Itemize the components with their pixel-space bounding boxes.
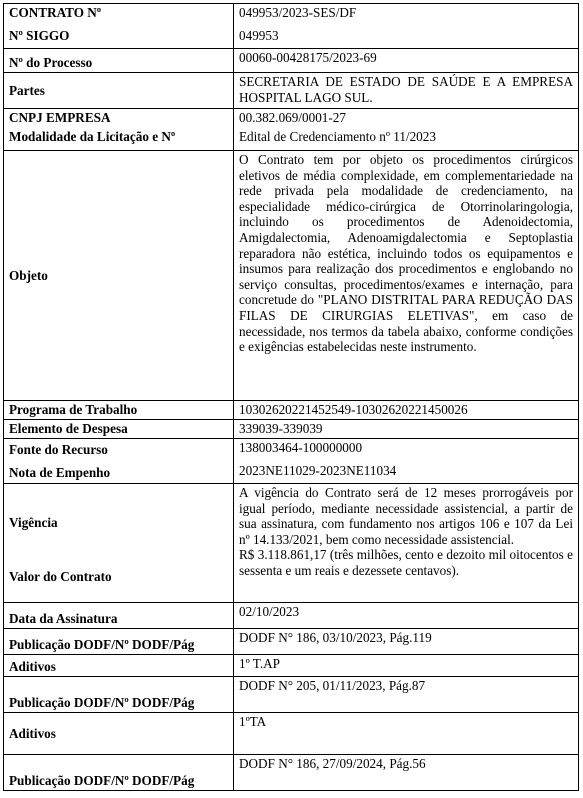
valor-label: Valor do Contrato — [9, 569, 112, 584]
value-cell — [234, 439, 579, 484]
elemento-label: Elemento de Despesa — [4, 420, 234, 439]
assinatura-label: Data da Assinatura — [4, 603, 234, 629]
publicacao1-label: Publicação DODF/Nº DODF/Pág — [4, 629, 234, 655]
label-cell — [4, 4, 234, 49]
aditivos2-label: Aditivos — [4, 713, 234, 755]
row-assinatura — [4, 603, 579, 629]
programa-value: 10302620221452549-10302620221450026 — [234, 401, 579, 420]
siggo-value: 049953 — [239, 27, 279, 43]
programa-label: Programa de Trabalho — [4, 401, 234, 420]
fonte-value: 138003464-100000000 — [239, 440, 363, 455]
row-publicacao-2 — [4, 677, 579, 713]
elemento-value: 339039-339039 — [234, 420, 579, 439]
row-contrato-siggo — [4, 4, 579, 49]
label-cell — [4, 109, 234, 151]
cnpj-label: CNPJ EMPRESA — [9, 110, 111, 125]
row-elemento — [4, 420, 579, 439]
aditivos1-value: 1º T.AP — [234, 655, 579, 677]
row-publicacao-3 — [4, 755, 579, 791]
row-vigencia-valor — [4, 484, 579, 603]
valor-value: R$ 3.118.861,17 (três milhões, cento e dezoito mil oitocentos e sessenta e um reais e dezessete centavos). — [239, 547, 573, 578]
publicacao2-label: Publicação DODF/Nº DODF/Pág — [4, 677, 234, 713]
fonte-label: Fonte do Recurso — [9, 442, 108, 457]
aditivos2-value: 1ºTA — [234, 713, 579, 755]
processo-label: Nº do Processo — [4, 49, 234, 73]
assinatura-value: 02/10/2023 — [234, 603, 579, 629]
publicacao1-value: DODF N° 186, 03/10/2023, Pág.119 — [234, 629, 579, 655]
aditivos1-label: Aditivos — [4, 655, 234, 677]
publicacao3-value: DODF N° 186, 27/09/2024, Pág.56 — [234, 755, 579, 791]
modalidade-label: Modalidade da Licitação e Nº — [9, 129, 176, 144]
value-cell — [234, 109, 579, 151]
row-objeto — [4, 151, 579, 401]
label-cell — [4, 439, 234, 484]
row-processo — [4, 49, 579, 73]
siggo-label: Nº SIGGO — [9, 28, 70, 43]
empenho-value: 2023NE11029-2023NE11034 — [239, 462, 397, 478]
contrato-value: 049953/2023-SES/DF — [239, 5, 357, 20]
row-partes — [4, 73, 579, 109]
row-aditivos-2 — [4, 713, 579, 755]
empenho-label: Nota de Empenho — [9, 465, 111, 480]
partes-value: SECRETARIA DE ESTADO DE SAÚDE E A EMPRESA HOSPITAL LAGO SUL. — [234, 73, 579, 109]
row-aditivos-1 — [4, 655, 579, 677]
contract-summary-table — [3, 3, 579, 791]
vigencia-value: A vigência do Contrato será de 12 meses prorrogáveis por igual período, mediante necessidade assistencial, a partir de sua assinatura, com fundamento nos artigos 106 e 107 da Lei nº 14.133/2021, bem como necessidade assistencial. — [239, 485, 573, 547]
vigencia-label: Vigência — [9, 515, 58, 530]
partes-label: Partes — [4, 73, 234, 109]
row-programa — [4, 401, 579, 420]
row-fonte-empenho — [4, 439, 579, 484]
contrato-label: CONTRATO Nº — [9, 5, 102, 20]
value-cell — [234, 4, 579, 49]
row-cnpj-modalidade — [4, 109, 579, 151]
processo-value: 00060-00428175/2023-69 — [234, 49, 579, 73]
objeto-label: Objeto — [4, 151, 234, 401]
publicacao3-label: Publicação DODF/Nº DODF/Pág — [4, 755, 234, 791]
publicacao2-value: DODF N° 205, 01/11/2023, Pág.87 — [234, 677, 579, 713]
cnpj-value: 00.382.069/0001-27 — [239, 110, 346, 125]
value-cell — [234, 484, 579, 603]
row-publicacao-1 — [4, 629, 579, 655]
modalidade-value: Edital de Credenciamento nº 11/2023 — [239, 128, 436, 144]
objeto-value: O Contrato tem por objeto os procedimentos cirúrgicos eletivos de média complexidade, em complementariedade na rede privada pela modalidade de credenciamento, na especialidade médico-cirúrgica de Otorrinolaringologia, incluindo os procedimentos de Adenoidectomia, Amigdalectomia, Adenoamigdalectomia e Septoplastia reparadora não estética, incluindo todos os equipamentos e insumos para realização dos procedimentos e englobando no serviço consultas, procedimentos/exames e internação, para concretude do "PLANO DISTRITAL PARA REDUÇÃO DAS FILAS DE CIRURGIAS ELETIVAS", em caso de necessidade, nos termos da tabela abaixo, conforme condições e exigências estabelecidas neste instrumento. — [234, 151, 579, 401]
label-cell — [4, 484, 234, 603]
